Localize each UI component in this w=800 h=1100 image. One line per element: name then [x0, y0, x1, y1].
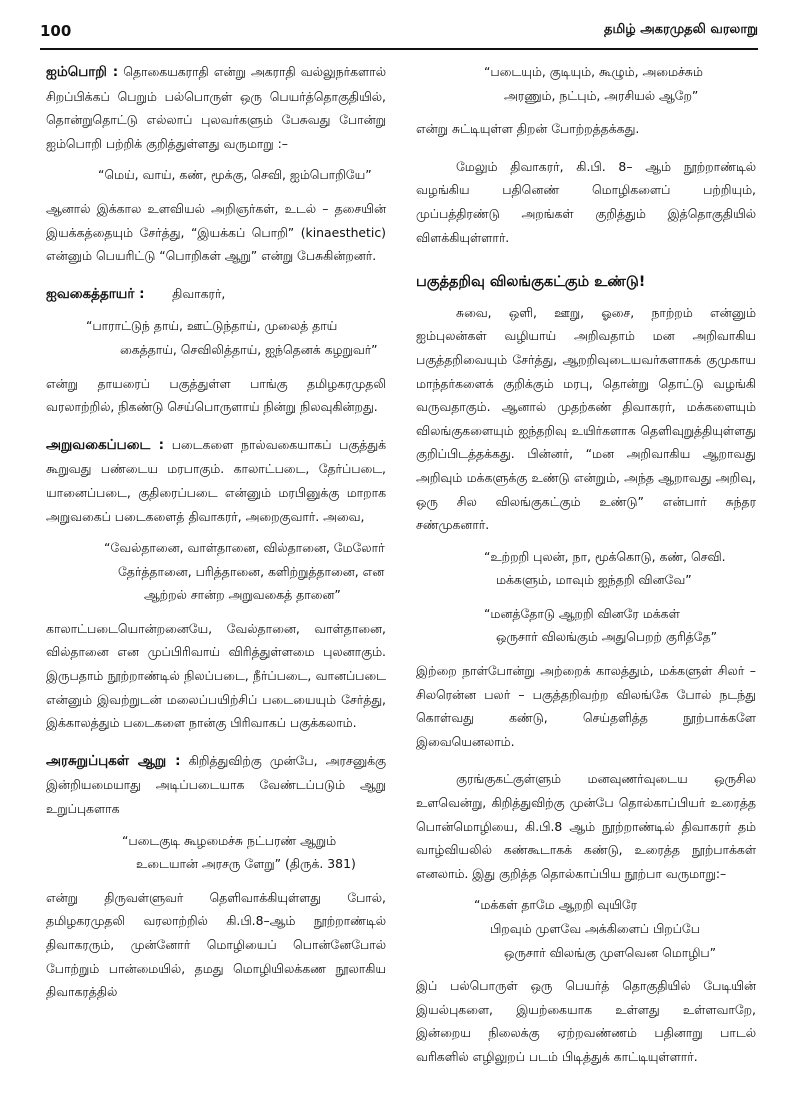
page-number: 100 — [40, 22, 72, 40]
right-paragraph-2: மேலும் திவாகரர், கி.பி. 8– ஆம் நூற்றாண்டில் வழங்கிய பதினெண் மொழிகளைப் பற்றியும், முப்பத்திரண்டு அறங்கள் குறித்தும் இத்தொகுதியில் விளக்கியுள்ளார். — [416, 158, 756, 245]
verse-line: ஆற்றல் சான்ற அறுவகைத் தானை” — [144, 587, 341, 603]
verse-line: ஒருசார் விலங்கு முளவென மொழிப” — [504, 944, 717, 960]
left-column — [46, 60, 386, 1012]
verse-line: “படைகுடி கூழமைச்சு நட்பரண் ஆறும் — [122, 832, 337, 848]
right-after-1: என்று சுட்டியுள்ள திறன் போற்றத்தக்கது. — [416, 121, 640, 137]
section-heading: பகுத்தறிவு விலங்குகட்கும் உண்டு! — [416, 274, 646, 291]
aimpori-paragraph — [46, 60, 386, 155]
aruvagai-term: அறுவகைப்படை : — [46, 436, 165, 453]
verse-line: தேர்த்தானை, பரித்தானை, களிற்றுத்தானை, என — [118, 563, 385, 579]
aruvagai-after: காலாட்படையொன்றனையே, வேல்தானை, வாள்தானை, வில்தானை என முப்பிரிவாய் விரித்துள்ளமை புலனாகும். இருபதாம் நூற்றாண்டில் நிலப்படை, நீர்ப்படை, வானப்படை என்னும் இவற்றுடன் மலைப்பயிற்சிப் படையையும் சேர்த்து, இக்காலத்தும் படைகளை நான்கு பிரிவாகப் பகுக்கலாம். — [46, 620, 386, 731]
arasu-term: அரசுறுப்புகள் ஆறு : — [46, 752, 181, 769]
ivagai-verse — [86, 314, 386, 361]
verse-line: ஒருசார் விலங்கும் அதுபெறற் குரித்தே” — [496, 629, 718, 645]
page-header — [40, 22, 758, 46]
verse-line: “பாராட்டுந் தாய், ஊட்டுந்தாய், முலைத் தாய் — [86, 318, 338, 334]
verse-line: உடையான் அரசரு ளேறு” (திருக். 381) — [136, 856, 356, 872]
right-paragraph-6: இப் பல்பொருள் ஒரு பெயர்த் தொகுதியில் பேடியின் இயல்புகளை, இயற்கையாக உள்ளது உள்ளவாறே, இன்றைய நிலைக்கு ஏற்றவண்ணம் பதினாறு பாடல் வரிகளில் எழிலுறப் படம் பிடித்துக் காட்டியுள்ளார். — [416, 978, 756, 1064]
right-verse-2 — [484, 545, 756, 592]
verse-line: அரணும், நட்பும், அரசியல் ஆறே” — [504, 87, 699, 103]
right-verse-3 — [484, 602, 756, 649]
ivagai-term: ஐவகைத்தாயர் : — [46, 285, 145, 302]
aimpori-after: ஆனால் இக்கால உளவியல் அறிஞர்கள், உடல் – தசையின் இயக்கத்தையும் சேர்த்து, “இயக்கப் பொறி” (kinaesthetic) என்னும் பெயரிட்டு “பொறிகள் ஆறு” என்று பேசுகின்றனர். — [46, 200, 386, 264]
header-rule — [40, 48, 758, 50]
arasu-text: கிறித்துவிற்கு முன்பே, அரசனுக்கு இன்றியமையாது அடிப்படையாக வேண்டப்படும் ஆறு உறுப்புகளாக — [46, 752, 386, 817]
right-column — [416, 60, 756, 1077]
right-verse-1 — [484, 60, 756, 107]
ivagai-text: திவாகரர், — [172, 285, 226, 301]
right-paragraph-4: இற்றை நாள்போன்று அற்றைக் காலத்தும், மக்களுள் சிலர் – சிலரென்ன பலர் – பகுத்தறிவற்ற விலங்கே போல் நடந்து கொள்வது கண்டு, செய்தளித்த நூற்பாக்களே இவையெனலாம். — [416, 663, 756, 749]
aimpori-verse — [98, 163, 386, 187]
aruvagai-text: படைகளை நால்வகையாகப் பகுத்துக் கூறுவது பண்டைய மரபாகும். காலாட்படை, தேர்ப்படை, யானைப்படை, குதிரைப்படை என்னும் மரபினுக்கு மாறாக அறுவகைப் படைகளைத் திவாகரர், அறைகுவார். அவை, — [46, 436, 386, 524]
right-verse-4 — [474, 893, 756, 964]
verse-line: “மக்கள் தாமே ஆறறி வுயிரே — [474, 897, 638, 913]
aimpori-term: ஐம்பொறி : — [46, 64, 119, 80]
arasu-after: என்று திருவள்ளுவர் தெளிவாக்கியுள்ளது போல், தமிழகரமுதலி வரலாற்றில் கி.பி.8–ஆம் நூற்றாண்டில் திவாகரரும், முன்னோர் மொழியைப் பொன்னேபோல் போற்றும் பான்மையில், தமது மொழியிலக்கண நூலாகிய திவாகரத்தில் — [46, 889, 386, 1000]
verse-line: மக்களும், மாவும் ஐந்தறி வினவே” — [496, 572, 692, 588]
right-paragraph-5: குரங்குகட்குள்ளும் மனவுணர்வுடைய ஒருசில உளவென்று, கிறித்துவிற்கு முன்பே தொல்காப்பியர் உரைத்த பொன்மொழியை, கி.பி.8 ஆம் நூற்றாண்டில் திவாகரர் தம் வாழ்வியலில் கண்கூடாகக் கண்டு, உரைத்த நூற்பாக்கள் எனலாம். இது குறித்த தொல்காப்பிய நூற்பா வருமாறு:– — [416, 771, 756, 881]
ivagai-after: என்று தாயரைப் பகுத்துள்ள பாங்கு தமிழகரமுதலி வரலாற்றில், நிகண்டு செய்பொருளாய் நின்று நிலவுகின்றது. — [46, 375, 386, 415]
arasu-paragraph — [46, 749, 386, 821]
verse-line: “படையும், குடியும், கூழும், அமைச்சும் — [484, 64, 703, 79]
verse-line: “வேல்தானை, வாள்தானை, வில்தானை, மேலோர் — [104, 540, 385, 556]
verse-line: பிறவும் முளவே அக்கிளைப் பிறப்பே — [490, 921, 700, 936]
verse-line: கைத்தாய், செவிலித்தாய், ஐந்தெனக் கழறுவர்” — [120, 341, 378, 357]
verse-line: “மனத்தோடு ஆறறி வினரே மக்கள் — [484, 605, 680, 621]
verse-line: “உற்றறி புலன், நா, மூக்கொடு, கண், செவி. — [484, 548, 726, 564]
arasu-verse — [122, 829, 386, 876]
right-paragraph-3: சுவை, ஒளி, ஊறு, ஓசை, நாற்றம் என்னும் ஐம்புலன்கள் வழியாய் அறிவதாம் மன அறிவாகிய பகுத்தறிவையும் சேர்த்து, ஆறறிவுடையவர்களாகக் குமுகாய மாந்தர்களைக் குறிக்கும் மரபு, தொன்று தொட்டு வழங்கி வருவதாகும். ஆனால் முதற்கண் திவாகரர், மக்களையும் விலங்குகளையும் ஐந்தறிவு உயிர்களாக தெளிவுறுத்தியுள்ளது குறிப்பிடத்தக்கது. பின்னர், “மன அறிவாகிய ஆறாவது அறிவும் மக்களுக்கு உண்டு என்றும், அந்த ஆறாவது அறிவு, ஒரு சில விலங்குகட்கும் உண்டு” என்பார் சுந்தர சண்முகனார். — [416, 304, 756, 533]
ivagai-paragraph — [46, 282, 386, 307]
aruvagai-paragraph — [46, 433, 386, 528]
aimpori-text: தொகையகராதி என்று அகராதி வல்லுநர்களால் சிறப்பிக்கப் பெறும் பல்பொருள் ஒரு பெயர்த்தொகுதியில், தொன்றுதொட்டு எல்லாப் புலவர்களும் பேசுவது போன்று ஐம்பொறி பற்றிக் குறித்துள்ளது வருமாறு :– — [46, 64, 386, 151]
aruvagai-verse — [104, 536, 386, 607]
running-title: தமிழ் அகரமுதலி வரலாறு — [603, 22, 758, 37]
verse-line: “மெய், வாய், கண், மூக்கு, செவி, ஐம்பொறியே” — [98, 167, 372, 183]
